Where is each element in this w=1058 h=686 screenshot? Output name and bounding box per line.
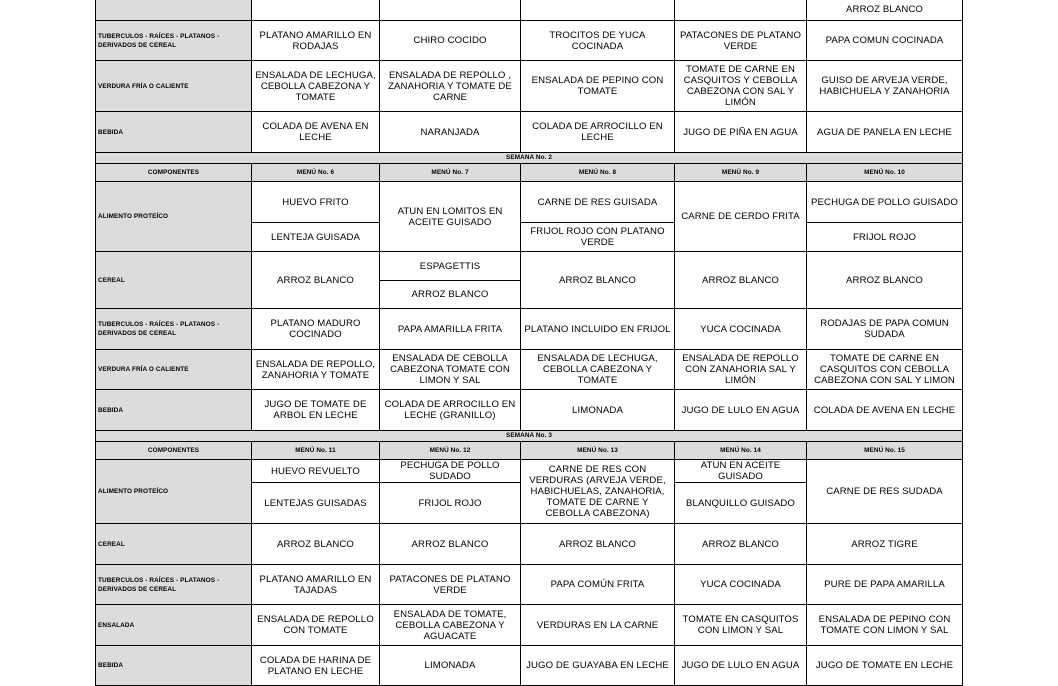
row-label: TUBERCULOS - RAÍCES - PLATANOS - DERIVADOS DE CEREAL	[96, 21, 252, 61]
cell: HUEVO FRITO	[252, 182, 380, 223]
cell: BLANQUILLO GUISADO	[675, 483, 807, 524]
row-label: BEBIDA	[96, 112, 252, 153]
row-label: TUBERCULOS - RAÍCES - PLATANOS - DERIVADOS DE CEREAL	[96, 565, 252, 605]
cell: COLADA DE AVENA EN LECHE	[807, 390, 963, 431]
cell: VERDURAS EN LA CARNE	[521, 605, 675, 646]
column-header: MENÚ No. 11	[252, 442, 380, 460]
cell: ENSALADA DE CEBOLLA CABEZONA TOMATE CON LIMON Y SAL	[380, 350, 521, 390]
cell: COLADA DE AVENA EN LECHE	[252, 112, 380, 153]
cell: PATACONES DE PLATANO VERDE	[380, 565, 521, 605]
table-row	[96, 605, 963, 646]
cell: PECHUGA DE POLLO SUDADO	[380, 460, 521, 483]
cell: CARNE DE CERDO FRITA	[675, 182, 807, 252]
cell: COLADA DE HARINA DE PLATANO EN LECHE	[252, 646, 380, 686]
cell: ENSALADA DE PEPINO CON TOMATE	[521, 61, 675, 112]
cell: ENSALADA DE LECHUGA, CEBOLLA CABEZONA Y TOMATE	[252, 61, 380, 112]
cell: ARROZ BLANCO	[675, 524, 807, 565]
cell: CARNE DE RES GUISADA	[521, 182, 675, 223]
cell: FRIJOL ROJO	[807, 223, 963, 252]
row-label: CEREAL	[96, 524, 252, 565]
column-header: COMPONENTES	[96, 442, 252, 460]
table-row	[96, 390, 963, 431]
table-row	[96, 182, 963, 223]
cell: CARNE DE RES CON VERDURAS (ARVEJA VERDE, HABICHUELAS, ZANAHORIA, TOMATE DE CARNE Y CEBOLLA CABEZONA)	[521, 460, 675, 524]
cell: ENSALADA DE LECHUGA, CEBOLLA CABEZONA Y TOMATE	[521, 350, 675, 390]
table-row	[96, 309, 963, 350]
cell: RODAJAS DE PAPA COMUN SUDADA	[807, 309, 963, 350]
table-row	[96, 112, 963, 153]
cell: HUEVO REVUELTO	[252, 460, 380, 483]
cell: ARROZ BLANCO	[675, 252, 807, 309]
row-label	[96, 0, 252, 21]
cell: ENSALADA DE PEPINO CON TOMATE CON LIMON Y SAL	[807, 605, 963, 646]
week-title: SEMANA No. 3	[96, 431, 963, 442]
cell: GUISO DE ARVEJA VERDE, HABICHUELA Y ZANAHORIA	[807, 61, 963, 112]
row-label: ALIMENTO PROTEÍCO	[96, 460, 252, 524]
column-header: MENÚ No. 14	[675, 442, 807, 460]
row-label: VERDURA FRÍA O CALIENTE	[96, 350, 252, 390]
cell: ENSALADA DE REPOLLO , ZANAHORIA Y TOMATE DE CARNE	[380, 61, 521, 112]
cell: LIMONADA	[380, 646, 521, 686]
row-label: TUBERCULOS - RAÍCES - PLATANOS - DERIVADOS DE CEREAL	[96, 309, 252, 350]
column-header: MENÚ No. 10	[807, 164, 963, 182]
cell: PECHUGA DE POLLO GUISADO	[807, 182, 963, 223]
table-row	[96, 524, 963, 565]
cell: ARROZ BLANCO	[380, 281, 521, 309]
cell: JUGO DE TOMATE DE ARBOL EN LECHE	[252, 390, 380, 431]
column-header: MENÚ No. 12	[380, 442, 521, 460]
cell: LENTEJAS GUISADAS	[252, 483, 380, 524]
cell: ATUN EN LOMITOS EN ACEITE GUISADO	[380, 182, 521, 252]
cell: CHIRO COCIDO	[380, 21, 521, 61]
cell: JUGO DE LULO EN AGUA	[675, 390, 807, 431]
cell: NARANJADA	[380, 112, 521, 153]
cell: ARROZ BLANCO	[807, 0, 963, 21]
cell: JUGO DE PIÑA EN AGUA	[675, 112, 807, 153]
cell: JUGO DE GUAYABA EN LECHE	[521, 646, 675, 686]
table-row	[96, 646, 963, 686]
cell	[521, 0, 675, 21]
cell: ESPAGETTIS	[380, 252, 521, 281]
week-title-row	[96, 431, 963, 442]
column-header: MENÚ No. 15	[807, 442, 963, 460]
table-row	[96, 460, 963, 483]
cell: ENSALADA DE REPOLLO CON TOMATE	[252, 605, 380, 646]
cell: PATACONES DE PLATANO VERDE	[675, 21, 807, 61]
cell: ARROZ BLANCO	[252, 252, 380, 309]
cell: ARROZ BLANCO	[252, 524, 380, 565]
cell: ARROZ TIGRE	[807, 524, 963, 565]
row-label: BEBIDA	[96, 646, 252, 686]
cell: ATUN EN ACEITE GUISADO	[675, 460, 807, 483]
cell: ENSALADA DE TOMATE, CEBOLLA CABEZONA Y AGUACATE	[380, 605, 521, 646]
cell: PURE DE PAPA AMARILLA	[807, 565, 963, 605]
cell: COLADA DE ARROCILLO EN LECHE	[521, 112, 675, 153]
cell: PAPA AMARILLA FRITA	[380, 309, 521, 350]
cell: ARROZ BLANCO	[807, 252, 963, 309]
cell: YUCA COCINADA	[675, 309, 807, 350]
cell: AGUA DE PANELA EN LECHE	[807, 112, 963, 153]
cell: LIMONADA	[521, 390, 675, 431]
cell: PLATANO AMARILLO EN RODAJAS	[252, 21, 380, 61]
cell: JUGO DE TOMATE EN LECHE	[807, 646, 963, 686]
cell: PAPA COMÚN FRITA	[521, 565, 675, 605]
cell: PLATANO AMARILLO EN TAJADAS	[252, 565, 380, 605]
header-row	[96, 442, 963, 460]
table-row	[96, 350, 963, 390]
row-label: VERDURA FRÍA O CALIENTE	[96, 61, 252, 112]
cell: ARROZ BLANCO	[521, 524, 675, 565]
cell: PLATANO MADURO COCINADO	[252, 309, 380, 350]
menu-sheet	[95, 0, 962, 686]
column-header: MENÚ No. 8	[521, 164, 675, 182]
cell: TOMATE EN CASQUITOS CON LIMON Y SAL	[675, 605, 807, 646]
row-label: BEBIDA	[96, 390, 252, 431]
column-header: MENÚ No. 6	[252, 164, 380, 182]
cell	[675, 0, 807, 21]
cell: ARROZ BLANCO	[521, 252, 675, 309]
table-row	[96, 21, 963, 61]
week-title-row	[96, 153, 963, 164]
cell: PLATANO INCLUIDO EN FRIJOL	[521, 309, 675, 350]
menu-table	[95, 0, 963, 686]
header-row	[96, 164, 963, 182]
cell	[252, 0, 380, 21]
table-row	[96, 0, 963, 21]
cell: ENSALADA DE REPOLLO, ZANAHORIA Y TOMATE	[252, 350, 380, 390]
cell: FRIJOL ROJO	[380, 483, 521, 524]
table-row	[96, 252, 963, 281]
cell: CARNE DE RES SUDADA	[807, 460, 963, 524]
table-row	[96, 61, 963, 112]
cell	[380, 0, 521, 21]
table-row	[96, 565, 963, 605]
cell: COLADA DE ARROCILLO EN LECHE (GRANILLO)	[380, 390, 521, 431]
column-header: MENÚ No. 7	[380, 164, 521, 182]
cell: JUGO DE LULO EN AGUA	[675, 646, 807, 686]
row-label: ALIMENTO PROTEÍCO	[96, 182, 252, 252]
cell: ARROZ BLANCO	[380, 524, 521, 565]
column-header: MENÚ No. 13	[521, 442, 675, 460]
cell: ENSALADA DE REPOLLO CON ZANAHORIA SAL Y LIMÓN	[675, 350, 807, 390]
cell: FRIJOL ROJO CON PLATANO VERDE	[521, 223, 675, 252]
cell: LENTEJA GUISADA	[252, 223, 380, 252]
cell: PAPA COMUN COCINADA	[807, 21, 963, 61]
column-header: MENÚ No. 9	[675, 164, 807, 182]
week-title: SEMANA No. 2	[96, 153, 963, 164]
cell: TROCITOS DE YUCA COCINADA	[521, 21, 675, 61]
row-label: ENSALADA	[96, 605, 252, 646]
cell: YUCA COCINADA	[675, 565, 807, 605]
column-header: COMPONENTES	[96, 164, 252, 182]
cell: TOMATE DE CARNE EN CASQUITOS CON CEBOLLA CABEZONA CON SAL Y LIMON	[807, 350, 963, 390]
row-label: CEREAL	[96, 252, 252, 309]
cell: TOMATE DE CARNE EN CASQUITOS Y CEBOLLA CABEZONA CON SAL Y LIMÓN	[675, 61, 807, 112]
